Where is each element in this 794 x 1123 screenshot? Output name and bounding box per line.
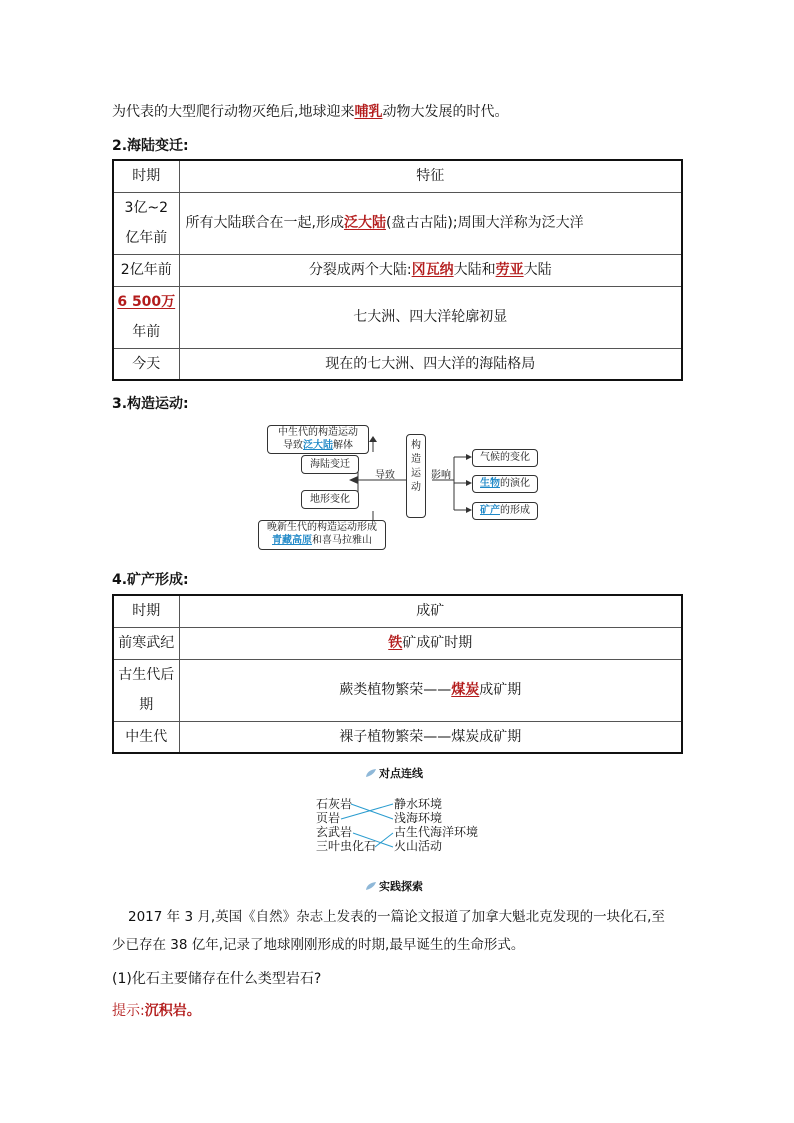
sea-land-change-box: 海陆变迁	[301, 455, 359, 474]
leaf-icon	[365, 768, 377, 778]
mesozoic-line2	[268, 439, 368, 452]
climate-box: 气候的变化	[472, 449, 538, 467]
section2-heading: 2.海陆变迁:	[112, 138, 189, 154]
cenozoic-post: 和喜马拉雅山	[312, 535, 372, 546]
table-row	[113, 721, 682, 753]
matching-exercise	[313, 797, 493, 859]
mineral-cell	[179, 659, 682, 721]
practice-paragraph	[112, 906, 692, 956]
cenozoic-box	[258, 520, 386, 550]
mineral-text: 矿成矿时期	[402, 635, 473, 651]
intro-line	[112, 101, 508, 123]
practice-hint	[112, 1000, 201, 1022]
match-lines	[313, 797, 493, 859]
period-cell	[113, 192, 179, 254]
period-cell: 中生代	[113, 721, 179, 753]
match-right-item: 古生代海洋环境	[394, 825, 479, 839]
answer-iron: 铁	[388, 635, 403, 651]
sea-land-table	[112, 159, 683, 381]
paragraph-line: 2017 年 3 月,英国《自然》杂志上发表的一篇论文报道了加拿大魁北克发现的一块化石,至	[128, 909, 665, 925]
match-left-item: 石灰岩	[316, 797, 353, 811]
intro-answer: 哺乳	[354, 104, 383, 120]
header-period: 时期	[113, 160, 179, 192]
mesozoic-post: 解体	[333, 440, 353, 451]
landform-change-box: 地形变化	[301, 490, 359, 509]
match-left-item: 玄武岩	[316, 825, 353, 839]
tectonic-diagram	[254, 422, 544, 554]
answer-pangea: 泛大陆	[343, 215, 386, 231]
mineral-text-2: 成矿期	[479, 682, 522, 698]
cause-label: 导致	[375, 470, 395, 481]
match-right-item: 浅海环境	[394, 811, 443, 825]
answer-mineral: 矿产	[480, 505, 500, 516]
period-cell	[113, 286, 179, 348]
match-right-item: 静水环境	[394, 797, 443, 811]
cenozoic-line2	[259, 534, 385, 547]
table-row	[113, 627, 682, 659]
hint-label: 提示:	[112, 1003, 145, 1019]
practice-tag-label: 实践探索	[379, 880, 423, 893]
biology-post: 的演化	[500, 478, 530, 489]
header-mineral: 成矿	[179, 595, 682, 627]
period-text: 年前	[132, 324, 161, 340]
table-row	[113, 659, 682, 721]
mineral-cell	[179, 627, 682, 659]
feature-cell: 现在的七大洲、四大洋的海陆格局	[179, 348, 682, 380]
period-text: 3亿~2亿年前	[124, 200, 169, 246]
table-header-row	[113, 595, 682, 627]
answer-pangea-diagram: 泛大陆	[303, 440, 333, 451]
intro-text-after: 动物大发展的时代。	[382, 104, 509, 120]
cenozoic-line1: 晚新生代的构造运动形成	[267, 522, 377, 533]
match-tag-label: 对点连线	[379, 767, 423, 780]
mineral-cell: 裸子植物繁荣——煤炭成矿期	[179, 721, 682, 753]
header-feature: 特征	[179, 160, 682, 192]
match-left-item: 页岩	[316, 811, 341, 825]
match-left-item: 三叶虫化石	[316, 839, 377, 853]
answer-coal: 煤炭	[451, 682, 480, 698]
feature-cell: 七大洲、四大洋轮廓初显	[179, 286, 682, 348]
influence-label: 影响	[431, 470, 451, 481]
feature-text-3: 大陆	[523, 262, 552, 278]
table-header-row	[113, 160, 682, 192]
biology-box	[472, 475, 538, 493]
practice-tag	[365, 878, 423, 894]
hint-answer: 沉积岩。	[144, 1003, 201, 1019]
feature-text-2: (盘古古陆);周围大洋称为泛大洋	[385, 215, 584, 231]
answer-biology: 生物	[480, 478, 500, 489]
feature-text-2: 大陆和	[453, 262, 496, 278]
answer-65ma: 6 500万	[117, 294, 176, 310]
table-row	[113, 286, 682, 348]
period-cell: 2亿年前	[113, 254, 179, 286]
mineral-box	[472, 502, 538, 520]
feature-text: 所有大陆联合在一起,形成	[185, 215, 344, 231]
feature-cell	[179, 254, 682, 286]
section3-heading: 3.构造运动:	[112, 396, 189, 412]
table-row	[113, 254, 682, 286]
mesozoic-line1: 中生代的构造运动	[278, 427, 358, 438]
period-cell: 今天	[113, 348, 179, 380]
match-tag	[365, 765, 423, 781]
period-cell	[113, 659, 179, 721]
mesozoic-box	[267, 425, 369, 454]
mineral-table	[112, 594, 683, 754]
practice-question: (1)化石主要储存在什么类型岩石?	[112, 971, 322, 987]
mineral-text: 蕨类植物繁荣——	[339, 682, 452, 698]
table-row	[113, 348, 682, 380]
header-period: 时期	[113, 595, 179, 627]
tectonic-movement-box: 构造运动	[406, 434, 426, 518]
answer-tibet: 青藏高原	[272, 535, 312, 546]
answer-laurasia: 劳亚	[495, 262, 524, 278]
answer-gondwana: 冈瓦纳	[411, 262, 454, 278]
mesozoic-pre: 导致	[283, 440, 303, 451]
paragraph-line: 少已存在 38 亿年,记录了地球刚刚形成的时期,最早诞生的生命形式。	[112, 937, 525, 953]
section4-heading: 4.矿产形成:	[112, 572, 189, 588]
period-cell: 前寒武纪	[113, 627, 179, 659]
table-row	[113, 192, 682, 254]
period-text: 古生代后期	[118, 667, 175, 713]
feature-cell	[179, 192, 682, 254]
match-right-item: 火山活动	[394, 839, 443, 853]
intro-text: 为代表的大型爬行动物灭绝后,地球迎来	[112, 104, 355, 120]
leaf-icon	[365, 881, 377, 891]
mineral-post: 的形成	[500, 505, 530, 516]
feature-text: 分裂成两个大陆:	[308, 262, 412, 278]
